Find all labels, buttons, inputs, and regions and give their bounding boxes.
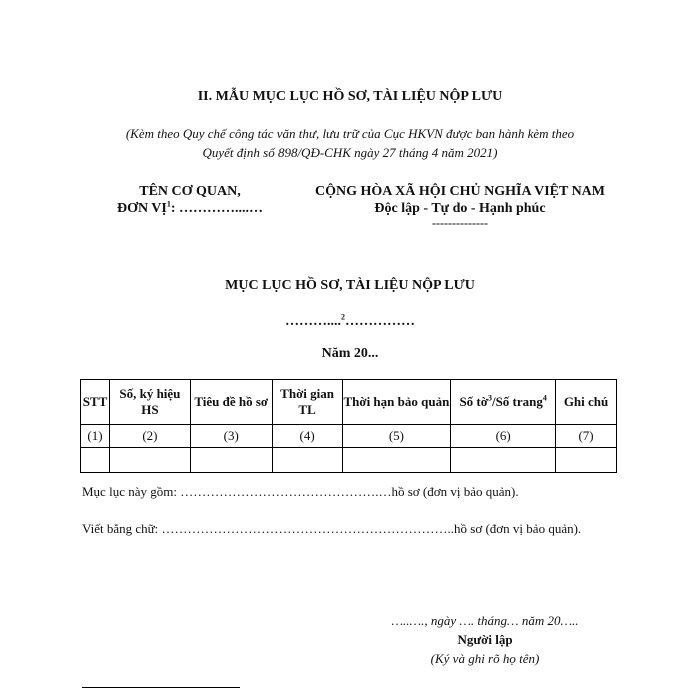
signature-date-line: …..…., ngày …. tháng… năm 20….. <box>391 613 579 628</box>
table-cell <box>451 448 556 473</box>
table-cell <box>190 448 272 473</box>
list-subject <box>0 314 700 330</box>
header-sheet-page-count <box>451 380 556 425</box>
column-number: (4) <box>272 425 342 448</box>
column-number: (7) <box>556 425 617 448</box>
table-number-row <box>81 425 617 448</box>
header-record-code: Số, ký hiệu HS <box>109 380 190 425</box>
footnote-ref-4: 4 <box>542 393 547 403</box>
agency-name: TÊN CƠ QUAN, <box>139 184 241 199</box>
header-stt: STT <box>81 380 110 425</box>
header-record-title: Tiêu đề hồ sơ <box>190 380 272 425</box>
header-sheet-count: Số tờ <box>459 394 488 409</box>
summary-count-line: Mục lục này gồm: ……………………………………….…hồ sơ (đơn vị bảo quản). <box>82 484 519 499</box>
list-year: Năm 20... <box>321 346 379 361</box>
footnote-ref-2: 2 <box>341 312 345 322</box>
summary-words-line: Viết bằng chữ: …………………………………………………………..hồ sơ (đơn vị bảo quản). <box>82 521 582 536</box>
agency-block <box>90 183 290 217</box>
column-number: (2) <box>109 425 190 448</box>
nation-motto: Độc lập - Tự do - Hạnh phúc <box>374 201 546 216</box>
header-time-range: Thời gian TL <box>272 380 342 425</box>
footnote-ref-3: 3 <box>487 393 492 403</box>
section-title: II. MẪU MỤC LỤC HỒ SƠ, TÀI LIỆU NỘP LƯU <box>197 89 503 104</box>
table-cell <box>272 448 342 473</box>
agency-unit-label: ĐƠN VỊ <box>116 201 167 216</box>
nation-name: CỘNG HÒA XÃ HỘI CHỦ NGHĨA VIỆT NAM <box>314 184 605 199</box>
signature-role: Người lập <box>457 632 513 647</box>
preamble-line-1: (Kèm theo Quy chế công tác văn thư, lưu trữ của Cục HKVN được ban hành kèm theo <box>125 126 575 141</box>
column-number: (6) <box>451 425 556 448</box>
preamble-line-2: Quyết định số 898/QĐ-CHK ngày 27 tháng 4 năm 2021) <box>202 145 498 160</box>
table-cell <box>109 448 190 473</box>
footnote-divider <box>82 687 240 688</box>
list-subject-right: …………… <box>345 314 415 329</box>
nation-block <box>285 183 635 229</box>
agency-unit-blank: : …………....… <box>170 201 264 216</box>
footnote-ref-1: 1 <box>166 199 171 209</box>
list-subject-left: ……….... <box>285 314 341 329</box>
column-number: (3) <box>190 425 272 448</box>
table-row <box>81 448 617 473</box>
table-cell <box>81 448 110 473</box>
column-number: (1) <box>81 425 110 448</box>
header-retention-period: Thời hạn bảo quản <box>342 380 451 425</box>
list-title: MỤC LỤC HỒ SƠ, TÀI LIỆU NỘP LƯU <box>225 278 475 293</box>
table-header-row <box>81 380 617 425</box>
column-number: (5) <box>342 425 451 448</box>
signature-block <box>360 611 610 668</box>
preamble <box>70 124 630 162</box>
agency-unit <box>90 200 290 217</box>
header-page-count: /Số trang <box>491 394 543 409</box>
table-cell <box>556 448 617 473</box>
signature-instruction: (Ký và ghi rõ họ tên) <box>430 651 540 666</box>
nation-divider: -------------- <box>432 216 488 230</box>
archive-table <box>80 379 617 473</box>
header-notes: Ghi chú <box>556 380 617 425</box>
table-cell <box>342 448 451 473</box>
